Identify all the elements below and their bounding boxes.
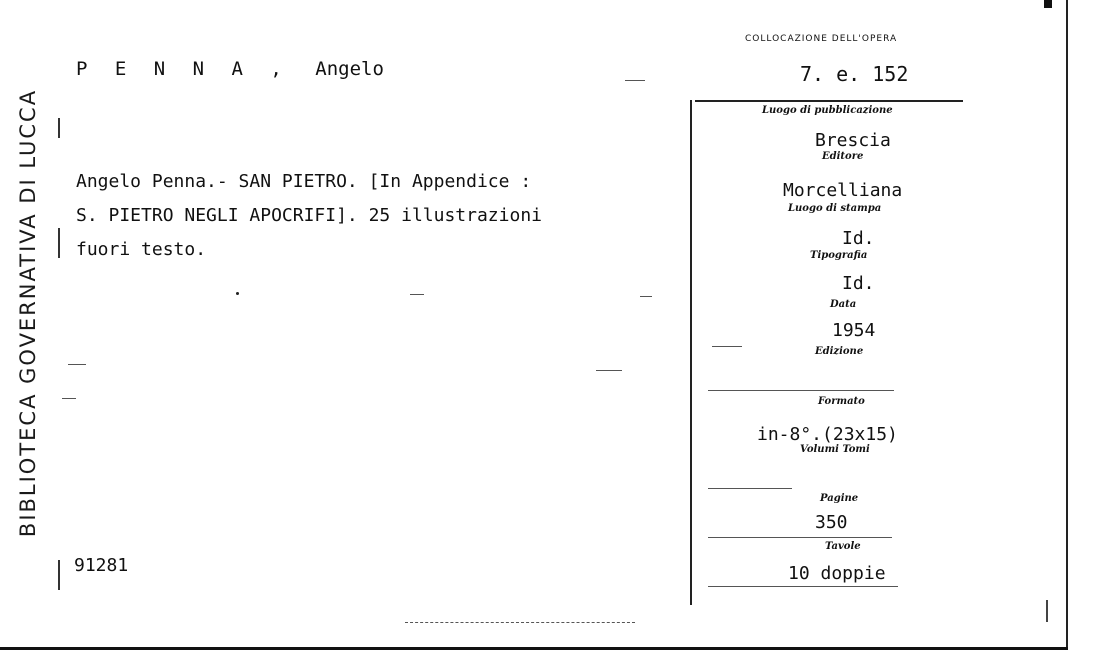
printer-value: Id. <box>842 273 875 294</box>
dash-line <box>405 622 635 624</box>
margin-mark <box>58 560 60 590</box>
place-value: Brescia <box>815 130 891 151</box>
volumes-label: Volumi Tomi <box>800 444 870 455</box>
publisher-value: Morcelliana <box>783 180 903 201</box>
shelfmark-header: COLLOCAZIONE DELL'OPERA <box>745 34 898 44</box>
pages-label: Pagine <box>820 493 859 504</box>
edge-mark <box>1046 600 1048 622</box>
printer-label: Tipografia <box>810 250 868 261</box>
margin-mark <box>58 228 60 258</box>
speck <box>236 292 239 295</box>
dash <box>625 80 645 81</box>
column-divider <box>690 100 692 605</box>
format-label: Formato <box>818 396 865 407</box>
description-line: fuori testo. <box>76 239 207 260</box>
dash <box>68 364 86 365</box>
dash <box>708 586 898 587</box>
description-line: Angelo Penna.- SAN PIETRO. [In Appendice : <box>76 171 532 192</box>
author-surname: P E N N A , <box>76 58 290 80</box>
date-label: Data <box>830 299 857 310</box>
inventory-number: 91281 <box>74 555 129 576</box>
date-value: 1954 <box>832 320 876 341</box>
author-firstname: Angelo <box>315 58 384 80</box>
card-right-edge <box>1066 0 1068 650</box>
dash <box>708 537 892 538</box>
description-line: S. PIETRO NEGLI APOCRIFI]. 25 illustrazioni <box>76 205 542 226</box>
plates-label: Tavole <box>825 541 861 552</box>
library-stamp <box>8 20 48 605</box>
print-place-value: Id. <box>842 228 875 249</box>
author-heading <box>76 58 384 80</box>
plates-value: 10 doppie <box>788 563 886 584</box>
dash <box>708 390 894 391</box>
print-place-label: Luogo di stampa <box>788 203 882 214</box>
card-bottom-edge <box>0 647 1068 650</box>
library-name: BIBLIOTECA GOVERNATIVA DI LUCCA <box>16 88 40 537</box>
shelfmark: 7. e. 152 <box>800 62 909 86</box>
dash <box>640 296 652 297</box>
place-label: Luogo di pubblicazione <box>762 105 893 116</box>
margin-mark <box>58 118 60 138</box>
corner-mark <box>1044 0 1052 8</box>
dash <box>62 398 76 399</box>
dash <box>596 370 622 371</box>
dash <box>708 488 792 489</box>
description <box>76 165 542 267</box>
format-value: in-8°.(23x15) <box>757 424 898 445</box>
pages-value: 350 <box>815 512 848 533</box>
publisher-label: Editore <box>822 151 864 162</box>
edition-label: Edizione <box>815 346 864 357</box>
dash <box>410 294 424 295</box>
rule <box>695 100 963 102</box>
dash <box>712 346 742 347</box>
